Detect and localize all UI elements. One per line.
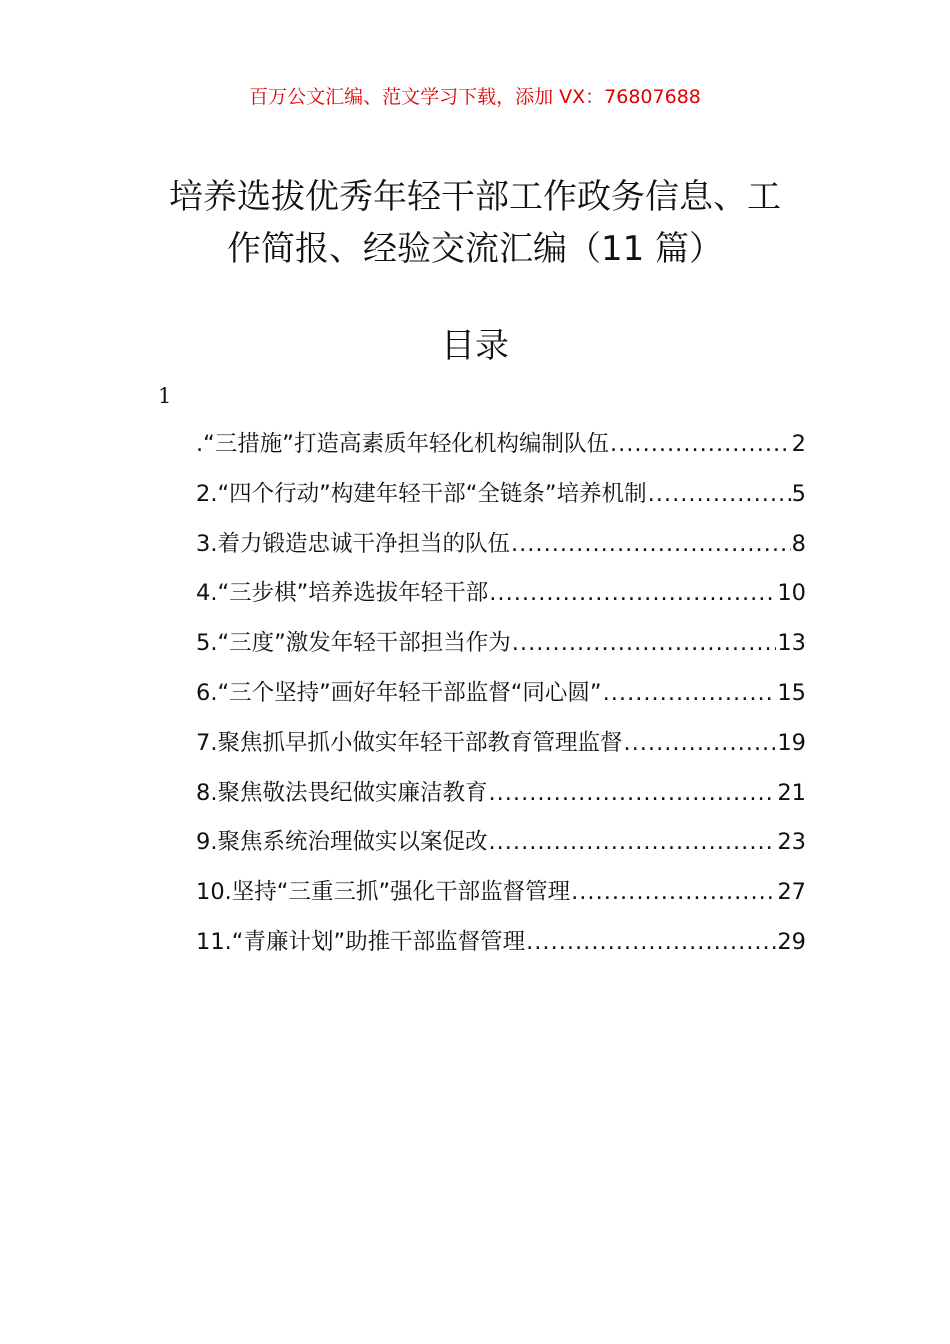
table-of-contents <box>196 420 806 968</box>
toc-entry-title: 9.聚焦系统治理做实以案促改 <box>196 829 488 856</box>
toc-entry[interactable] <box>196 868 806 918</box>
toc-entry-page: 5 <box>791 480 806 507</box>
toc-entry[interactable] <box>196 918 806 968</box>
toc-entry[interactable] <box>196 719 806 769</box>
toc-entry[interactable] <box>196 520 806 570</box>
toc-entry-title: 3.着力锻造忠诚干净担当的队伍 <box>196 530 510 557</box>
document-title-line-1: 培养选拔优秀年轻干部工作政务信息、工 <box>169 177 781 217</box>
toc-entry[interactable] <box>196 769 806 819</box>
toc-entry-title: 8.聚焦敬法畏纪做实廉洁教育 <box>196 779 488 806</box>
toc-entry-title: 5.“三度”激发年轻干部担当作为 <box>196 630 511 657</box>
toc-entry-page: 27 <box>777 879 806 906</box>
toc-entry-page: 15 <box>777 679 806 706</box>
toc-dot-leader <box>603 669 777 719</box>
toc-entry-title: 4.“三步棋”培养选拔年轻干部 <box>196 580 489 607</box>
toc-heading: 目录 <box>441 326 509 366</box>
toc-entry-page: 29 <box>777 928 806 955</box>
header-note: 百万公文汇编、范文学习下载，添加 VX：76807688 <box>249 86 701 108</box>
toc-entry-page: 13 <box>777 630 806 657</box>
toc-dot-leader <box>512 619 777 669</box>
toc-entry[interactable] <box>196 669 806 719</box>
toc-dot-leader <box>511 520 791 570</box>
toc-entry-title: .“三措施”打造高素质年轻化机构编制队伍 <box>196 431 609 457</box>
toc-entry-page: 10 <box>777 580 806 607</box>
toc-entry[interactable] <box>196 470 806 520</box>
toc-entry[interactable] <box>196 619 806 669</box>
toc-entry-page: 8 <box>791 530 806 557</box>
stray-number: 1 <box>158 384 172 408</box>
toc-entry-title: 11.“青廉计划”助推干部监督管理 <box>196 928 526 955</box>
toc-entry-title: 7.聚焦抓早抓小做实年轻干部教育管理监督 <box>196 729 623 756</box>
toc-entry-page: 2 <box>791 431 806 457</box>
toc-dot-leader <box>526 918 776 968</box>
toc-entry-page: 23 <box>777 829 806 856</box>
toc-entry-page: 19 <box>777 729 806 756</box>
toc-dot-leader <box>623 719 776 769</box>
toc-dot-leader <box>571 868 776 918</box>
toc-entry[interactable] <box>196 420 806 470</box>
toc-entry[interactable] <box>196 569 806 619</box>
toc-entry[interactable] <box>196 818 806 868</box>
toc-dot-leader <box>488 769 776 819</box>
document-title <box>120 171 830 275</box>
toc-entry-page: 21 <box>777 779 806 806</box>
toc-entry-title: 6.“三个坚持”画好年轻干部监督“同心圆” <box>196 679 602 706</box>
document-title-line-2: 作简报、经验交流汇编（11 篇） <box>226 229 724 269</box>
toc-dot-leader <box>648 470 791 520</box>
toc-dot-leader <box>488 818 776 868</box>
toc-dot-leader <box>489 569 776 619</box>
toc-entry-title: 2.“四个行动”构建年轻干部“全链条”培养机制 <box>196 480 647 507</box>
toc-entry-title: 10.坚持“三重三抓”强化干部监督管理 <box>196 879 571 906</box>
toc-dot-leader <box>610 420 791 470</box>
